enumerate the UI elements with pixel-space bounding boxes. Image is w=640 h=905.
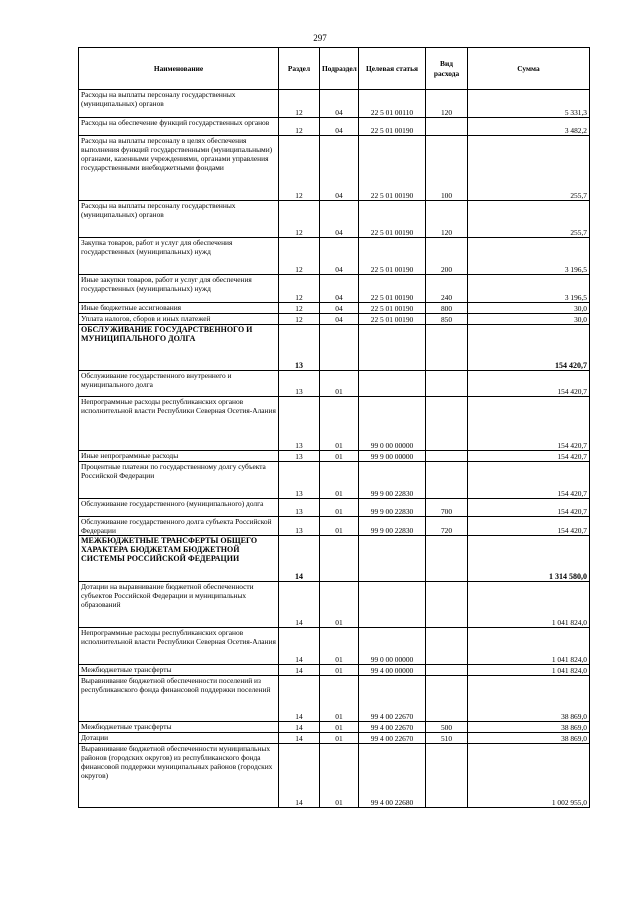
table-row <box>79 462 590 499</box>
cell-target: 99 4 00 22670 <box>359 676 426 722</box>
header-name: Наименование <box>79 48 279 90</box>
cell-target: 99 4 00 00000 <box>359 665 426 676</box>
cell-amount: 1 314 580,0 <box>468 536 590 582</box>
header-target: Целевая статья <box>359 48 426 90</box>
cell-amount: 154 420,7 <box>468 499 590 517</box>
cell-name: Межбюджетные трансферты <box>79 665 279 676</box>
cell-amount: 1 041 824,0 <box>468 628 590 665</box>
table-row <box>79 744 590 808</box>
cell-kind <box>426 628 468 665</box>
cell-target: 22 5 01 00190 <box>359 118 426 136</box>
cell-target: 99 4 00 22670 <box>359 722 426 733</box>
cell-name: Расходы на обеспечение функций государственных органов <box>79 118 279 136</box>
table-row <box>79 238 590 275</box>
table-row <box>79 303 590 314</box>
cell-subsection: 01 <box>320 499 359 517</box>
cell-kind: 510 <box>426 733 468 744</box>
cell-section: 13 <box>279 325 320 371</box>
cell-amount: 154 420,7 <box>468 397 590 451</box>
cell-subsection: 04 <box>320 314 359 325</box>
table-row <box>79 90 590 118</box>
table-row <box>79 371 590 397</box>
cell-name: Выравнивание бюджетной обеспеченности муниципальных районов (городских округов) из республиканского фонда финансовой поддержки муниципальных районов (городских округов) <box>79 744 279 808</box>
cell-section: 12 <box>279 118 320 136</box>
cell-section: 13 <box>279 397 320 451</box>
cell-amount: 5 331,3 <box>468 90 590 118</box>
cell-name: Иные непрограммные расходы <box>79 451 279 462</box>
cell-subsection: 01 <box>320 582 359 628</box>
cell-kind <box>426 325 468 371</box>
table-row <box>79 536 590 582</box>
cell-section: 14 <box>279 582 320 628</box>
cell-subsection: 04 <box>320 201 359 238</box>
cell-amount: 154 420,7 <box>468 371 590 397</box>
cell-kind <box>426 582 468 628</box>
cell-name: Закупка товаров, работ и услуг для обеспечения государственных (муниципальных) нужд <box>79 238 279 275</box>
cell-target: 99 9 00 22830 <box>359 499 426 517</box>
cell-name: Обслуживание государственного внутреннего и муниципального долга <box>79 371 279 397</box>
cell-subsection: 04 <box>320 238 359 275</box>
cell-kind <box>426 451 468 462</box>
cell-subsection: 01 <box>320 722 359 733</box>
cell-target: 99 9 00 00000 <box>359 451 426 462</box>
table-row <box>79 451 590 462</box>
cell-section: 14 <box>279 733 320 744</box>
cell-kind: 240 <box>426 275 468 303</box>
table-row <box>79 136 590 201</box>
cell-kind <box>426 744 468 808</box>
cell-kind <box>426 118 468 136</box>
cell-target <box>359 582 426 628</box>
cell-subsection: 01 <box>320 371 359 397</box>
cell-subsection: 01 <box>320 517 359 536</box>
header-kind <box>426 48 468 90</box>
cell-section: 14 <box>279 536 320 582</box>
table-row <box>79 397 590 451</box>
cell-kind: 850 <box>426 314 468 325</box>
cell-amount: 255,7 <box>468 201 590 238</box>
cell-name: Процентные платежи по государственному долгу субъекта Российской Федерации <box>79 462 279 499</box>
cell-subsection: 04 <box>320 136 359 201</box>
cell-subsection: 04 <box>320 303 359 314</box>
table-row <box>79 325 590 371</box>
cell-target: 99 4 00 22680 <box>359 744 426 808</box>
cell-section: 13 <box>279 371 320 397</box>
cell-kind: 200 <box>426 238 468 275</box>
cell-section: 14 <box>279 665 320 676</box>
table-row <box>79 517 590 536</box>
cell-name: ОБСЛУЖИВАНИЕ ГОСУДАРСТВЕННОГО И МУНИЦИПАЛЬНОГО ДОЛГА <box>79 325 279 371</box>
cell-kind: 720 <box>426 517 468 536</box>
cell-subsection: 04 <box>320 118 359 136</box>
table-row <box>79 722 590 733</box>
cell-amount: 1 041 824,0 <box>468 665 590 676</box>
cell-subsection: 01 <box>320 744 359 808</box>
cell-subsection: 01 <box>320 451 359 462</box>
cell-name: Обслуживание государственного долга субъекта Российской Федерации <box>79 517 279 536</box>
cell-amount: 1 002 955,0 <box>468 744 590 808</box>
cell-amount: 3 196,5 <box>468 238 590 275</box>
cell-amount: 3 482,2 <box>468 118 590 136</box>
cell-amount: 154 420,7 <box>468 451 590 462</box>
table-row <box>79 275 590 303</box>
cell-name: Иные бюджетные ассигнования <box>79 303 279 314</box>
cell-target: 22 5 01 00190 <box>359 303 426 314</box>
table-row <box>79 582 590 628</box>
cell-name: Выравнивание бюджетной обеспеченности поселений из республиканского фонда финансовой поддержки поселений <box>79 676 279 722</box>
cell-target: 99 0 00 00000 <box>359 628 426 665</box>
header-subsection: Подраздел <box>320 48 359 90</box>
cell-target: 22 5 01 00190 <box>359 238 426 275</box>
cell-name: Межбюджетные трансферты <box>79 722 279 733</box>
cell-target: 22 5 01 00110 <box>359 90 426 118</box>
header-amount: Сумма <box>468 48 590 90</box>
cell-subsection: 04 <box>320 275 359 303</box>
cell-section: 14 <box>279 628 320 665</box>
cell-kind: 120 <box>426 201 468 238</box>
cell-name: Расходы на выплаты персоналу государственных (муниципальных) органов <box>79 201 279 238</box>
cell-kind <box>426 462 468 499</box>
budget-table <box>78 47 590 808</box>
cell-subsection: 01 <box>320 676 359 722</box>
cell-name: Расходы на выплаты персоналу государственных (муниципальных) органов <box>79 90 279 118</box>
cell-section: 12 <box>279 275 320 303</box>
cell-name: Иные закупки товаров, работ и услуг для обеспечения государственных (муниципальных) нужд <box>79 275 279 303</box>
cell-target <box>359 371 426 397</box>
cell-section: 13 <box>279 451 320 462</box>
cell-target: 99 9 00 22830 <box>359 462 426 499</box>
header-row <box>79 48 590 90</box>
cell-kind <box>426 397 468 451</box>
header-kind-line2: расхода <box>433 68 460 78</box>
cell-subsection <box>320 325 359 371</box>
cell-name: Обслуживание государственного (муниципального) долга <box>79 499 279 517</box>
cell-kind: 100 <box>426 136 468 201</box>
cell-section: 12 <box>279 303 320 314</box>
cell-name: Уплата налогов, сборов и иных платежей <box>79 314 279 325</box>
cell-amount: 38 869,0 <box>468 722 590 733</box>
header-kind-line1: Вид <box>440 59 453 69</box>
cell-subsection: 04 <box>320 90 359 118</box>
cell-section: 12 <box>279 238 320 275</box>
table-row <box>79 118 590 136</box>
cell-kind <box>426 665 468 676</box>
table-row <box>79 665 590 676</box>
cell-kind <box>426 536 468 582</box>
cell-subsection <box>320 536 359 582</box>
cell-kind: 700 <box>426 499 468 517</box>
cell-kind: 800 <box>426 303 468 314</box>
cell-target <box>359 325 426 371</box>
cell-kind: 500 <box>426 722 468 733</box>
cell-subsection: 01 <box>320 397 359 451</box>
cell-section: 12 <box>279 314 320 325</box>
cell-amount: 38 869,0 <box>468 676 590 722</box>
cell-subsection: 01 <box>320 665 359 676</box>
cell-kind <box>426 676 468 722</box>
cell-name: Дотации <box>79 733 279 744</box>
table-row <box>79 201 590 238</box>
cell-target <box>359 536 426 582</box>
cell-amount: 255,7 <box>468 136 590 201</box>
cell-name: Непрограммные расходы республиканских органов исполнительной власти Республики Северная Осетия-Алания <box>79 628 279 665</box>
cell-target: 99 0 00 00000 <box>359 397 426 451</box>
cell-target: 22 5 01 00190 <box>359 275 426 303</box>
cell-subsection: 01 <box>320 628 359 665</box>
table-row <box>79 733 590 744</box>
cell-amount: 38 869,0 <box>468 733 590 744</box>
cell-amount: 154 420,7 <box>468 462 590 499</box>
cell-amount: 154 420,7 <box>468 517 590 536</box>
page-number: 297 <box>313 33 327 43</box>
cell-name: Непрограммные расходы республиканских органов исполнительной власти Республики Северная Осетия-Алания <box>79 397 279 451</box>
cell-kind <box>426 371 468 397</box>
table-row <box>79 628 590 665</box>
cell-kind: 120 <box>426 90 468 118</box>
cell-subsection: 01 <box>320 462 359 499</box>
cell-name: МЕЖБЮДЖЕТНЫЕ ТРАНСФЕРТЫ ОБЩЕГО ХАРАКТЕРА БЮДЖЕТАМ БЮДЖЕТНОЙ СИСТЕМЫ РОССИЙСКОЙ ФЕДЕРАЦИИ <box>79 536 279 582</box>
cell-name: Дотации на выравнивание бюджетной обеспеченности субъектов Российской Федерации и муниципальных образований <box>79 582 279 628</box>
header-section: Раздел <box>279 48 320 90</box>
cell-amount: 1 041 824,0 <box>468 582 590 628</box>
cell-section: 12 <box>279 201 320 238</box>
cell-target: 22 5 01 00190 <box>359 314 426 325</box>
cell-name: Расходы на выплаты персоналу в целях обеспечения выполнения функций государственными (муниципальными) органами, казенными учреждениями, органами управления государственными внебюджетными фондами <box>79 136 279 201</box>
table-row <box>79 676 590 722</box>
cell-target: 22 5 01 00190 <box>359 201 426 238</box>
cell-amount: 3 196,5 <box>468 275 590 303</box>
cell-section: 12 <box>279 90 320 118</box>
cell-section: 12 <box>279 136 320 201</box>
cell-section: 13 <box>279 517 320 536</box>
cell-section: 13 <box>279 499 320 517</box>
cell-amount: 30,0 <box>468 314 590 325</box>
table-row <box>79 314 590 325</box>
cell-amount: 30,0 <box>468 303 590 314</box>
cell-section: 13 <box>279 462 320 499</box>
cell-target: 22 5 01 00190 <box>359 136 426 201</box>
cell-section: 14 <box>279 676 320 722</box>
cell-section: 14 <box>279 722 320 733</box>
cell-subsection: 01 <box>320 733 359 744</box>
cell-section: 14 <box>279 744 320 808</box>
cell-target: 99 9 00 22830 <box>359 517 426 536</box>
cell-amount: 154 420,7 <box>468 325 590 371</box>
table-row <box>79 499 590 517</box>
cell-target: 99 4 00 22670 <box>359 733 426 744</box>
